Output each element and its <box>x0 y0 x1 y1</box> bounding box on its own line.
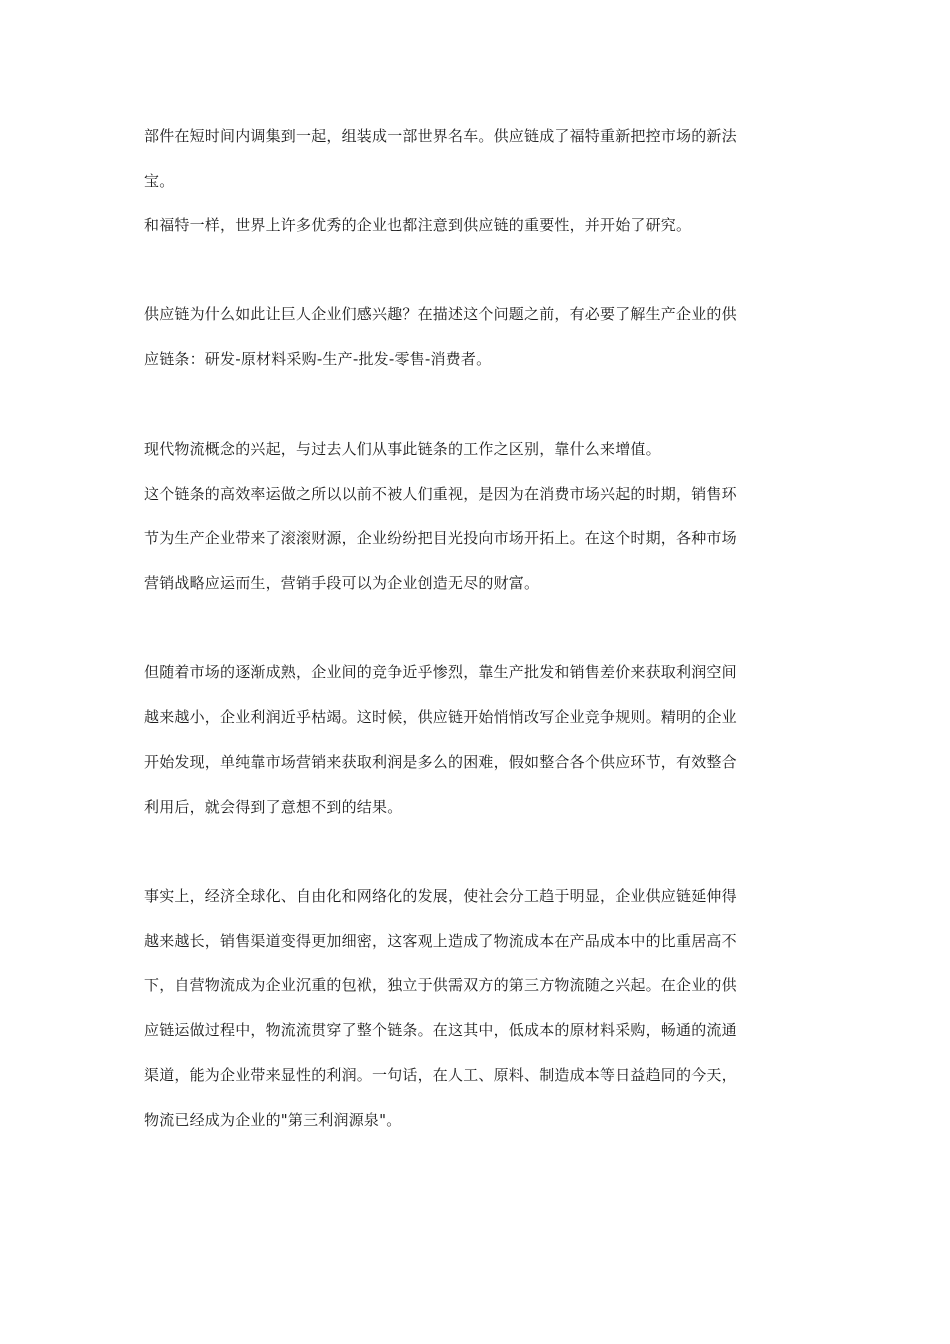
paragraph-6-line-3: 开始发现，单纯靠市场营销来获取利润是多么的困难，假如整合各个供应环节，有效整合 <box>144 753 737 771</box>
paragraph-1-line-2: 宝。 <box>144 172 175 190</box>
paragraph-7-line-1: 事实上，经济全球化、自由化和网络化的发展，使社会分工趋于明显，企业供应链延伸得 <box>144 887 737 905</box>
paragraph-7-line-6: 物流已经成为企业的"第三利润源泉"。 <box>144 1111 402 1129</box>
paragraph-5-line-3: 营销战略应运而生，营销手段可以为企业创造无尽的财富。 <box>144 574 540 592</box>
paragraph-3-line-1: 供应链为什么如此让巨人企业们感兴趣？在描述这个问题之前，有必要了解生产企业的供 <box>144 305 737 323</box>
paragraph-2-line-1: 和福特一样，世界上许多优秀的企业也都注意到供应链的重要性，并开始了研究。 <box>144 216 692 234</box>
paragraph-3-line-2: 应链条：研发-原材料采购-生产-批发-零售-消费者。 <box>144 350 492 368</box>
paragraph-6-line-2: 越来越小，企业利润近乎枯竭。这时候，供应链开始悄悄改写企业竞争规则。精明的企业 <box>144 708 737 726</box>
paragraph-7-line-2: 越来越长，销售渠道变得更加细密，这客观上造成了物流成本在产品成本中的比重居高不 <box>144 932 737 950</box>
paragraph-5-line-1: 这个链条的高效率运做之所以以前不被人们重视，是因为在消费市场兴起的时期，销售环 <box>144 485 737 503</box>
paragraph-7-line-5: 渠道，能为企业带来显性的利润。一句话，在人工、原料、制造成本等日益趋同的今天， <box>144 1066 737 1084</box>
paragraph-4-line-1: 现代物流概念的兴起，与过去人们从事此链条的工作之区别，靠什么来增值。 <box>144 440 661 458</box>
paragraph-6-line-4: 利用后，就会得到了意想不到的结果。 <box>144 798 403 816</box>
paragraph-7-line-4: 应链运做过程中，物流流贯穿了整个链条。在这其中，低成本的原材料采购，畅通的流通 <box>144 1021 737 1039</box>
paragraph-1-line-1: 部件在短时间内调集到一起，组装成一部世界名车。供应链成了福特重新把控市场的新法 <box>144 127 737 145</box>
paragraph-7-line-3: 下，自营物流成为企业沉重的包袱，独立于供需双方的第三方物流随之兴起。在企业的供 <box>144 976 737 994</box>
paragraph-5-line-2: 节为生产企业带来了滚滚财源，企业纷纷把目光投向市场开拓上。在这个时期，各种市场 <box>144 529 737 547</box>
paragraph-6-line-1: 但随着市场的逐渐成熟，企业间的竞争近乎惨烈，靠生产批发和销售差价来获取利润空间 <box>144 663 737 681</box>
